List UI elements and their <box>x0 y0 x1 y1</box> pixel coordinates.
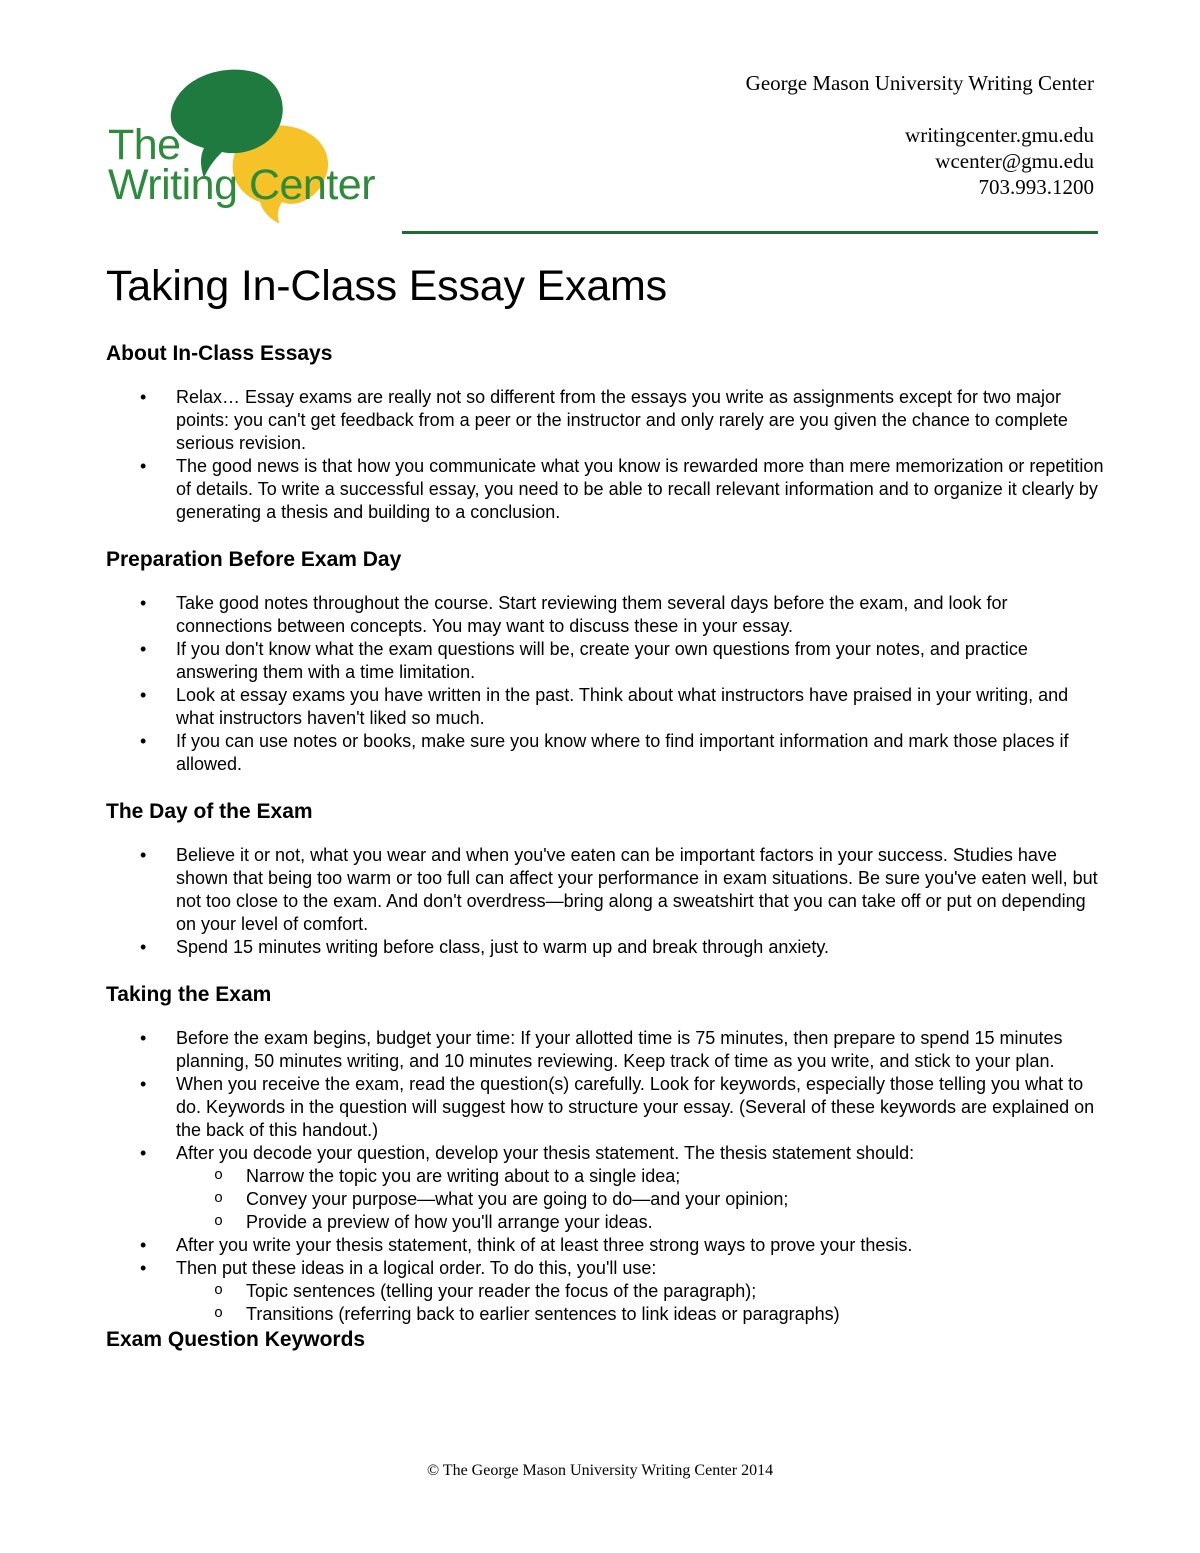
section-exam-day <box>106 798 1106 959</box>
logo-text-the: The <box>108 121 181 169</box>
document-body <box>106 340 1106 1376</box>
list-item: • Believe it or not, what you wear and when you've eaten can be important factors in your success. Studies have shown that being too warm or too full can affect your performance in exam situations. Be sure you've eaten well, but not too close to the exam. And don't overdress—bring along a sweatshirt that you can take off or put on depending on your level of comfort. <box>106 844 1106 936</box>
sub-list-item: o Convey your purpose—what you are going to do—and your opinion; <box>106 1188 1106 1211</box>
section-preparation <box>106 546 1106 776</box>
sub-list-item: o Topic sentences (telling your reader the focus of the paragraph); <box>106 1280 1106 1303</box>
list-item: • Then put these ideas in a logical order. To do this, you'll use: <box>106 1257 1106 1280</box>
list-item: • After you write your thesis statement, think of at least three strong ways to prove your thesis. <box>106 1234 1106 1257</box>
list-item: • The good news is that how you communicate what you know is rewarded more than mere memorization or repetition of details. To write a successful essay, you need to be able to recall relevant information and to organize it clearly by generating a thesis and building to a conclusion. <box>106 455 1106 524</box>
phone-number: 703.993.1200 <box>978 175 1094 199</box>
list-item: • Spend 15 minutes writing before class, just to warm up and break through anxiety. <box>106 936 1106 959</box>
logo-text-writing-center: Writing Center <box>108 161 376 209</box>
section-heading: Taking the Exam <box>106 983 272 1006</box>
footer-copyright: © The George Mason University Writing Center 2014 <box>426 1462 774 1479</box>
section-keywords <box>106 1326 1106 1354</box>
org-name: George Mason University Writing Center <box>745 71 1094 95</box>
list-item: • Take good notes throughout the course. Start reviewing them several days before the exam, and look for connections between concepts. You may want to discuss these in your essay. <box>106 592 1106 638</box>
website-link[interactable]: writingcenter.gmu.edu <box>905 123 1094 147</box>
list-item: • If you can use notes or books, make sure you know where to find important information and mark those places if allowed. <box>106 730 1106 776</box>
page-title: Taking In-Class Essay Exams <box>106 262 667 310</box>
section-taking-exam <box>106 981 1106 1326</box>
header-divider <box>402 231 1098 234</box>
sub-list-item: o Narrow the topic you are writing about to a single idea; <box>106 1165 1106 1188</box>
writing-center-logo <box>104 68 394 223</box>
sub-list-container <box>106 1165 1106 1234</box>
list-item: • When you receive the exam, read the question(s) carefully. Look for keywords, especially those telling you what to do. Keywords in the question will suggest how to structure your essay. (Several of these keywords are explained on the back of this handout.) <box>106 1073 1106 1142</box>
section-heading: Preparation Before Exam Day <box>106 548 402 571</box>
list-item: • After you decode your question, develop your thesis statement. The thesis statement should: <box>106 1142 1106 1165</box>
contact-block <box>746 70 1094 200</box>
sub-list-item: o Transitions (referring back to earlier sentences to link ideas or paragraphs) <box>106 1303 1106 1326</box>
list-item: • Before the exam begins, budget your time: If your allotted time is 75 minutes, then prepare to spend 15 minutes planning, 50 minutes writing, and 10 minutes reviewing. Keep track of time as you write, and stick to your plan. <box>106 1027 1106 1073</box>
section-heading: Exam Question Keywords <box>106 1328 366 1351</box>
list-item: • Look at essay exams you have written in the past. Think about what instructors have praised in your writing, and what instructors haven't liked so much. <box>106 684 1106 730</box>
list-item: • If you don't know what the exam questions will be, create your own questions from your notes, and practice answering them with a time limitation. <box>106 638 1106 684</box>
email-link[interactable]: wcenter@gmu.edu <box>935 149 1094 173</box>
sub-list-item: o Provide a preview of how you'll arrange your ideas. <box>106 1211 1106 1234</box>
list-item: • Relax… Essay exams are really not so different from the essays you write as assignments except for two major points: you can't get feedback from a peer or the instructor and only rarely are you given the chance to complete serious revision. <box>106 386 1106 455</box>
section-about <box>106 340 1106 524</box>
sub-list-container <box>106 1280 1106 1326</box>
section-heading: About In-Class Essays <box>106 342 333 365</box>
section-heading: The Day of the Exam <box>106 800 313 823</box>
